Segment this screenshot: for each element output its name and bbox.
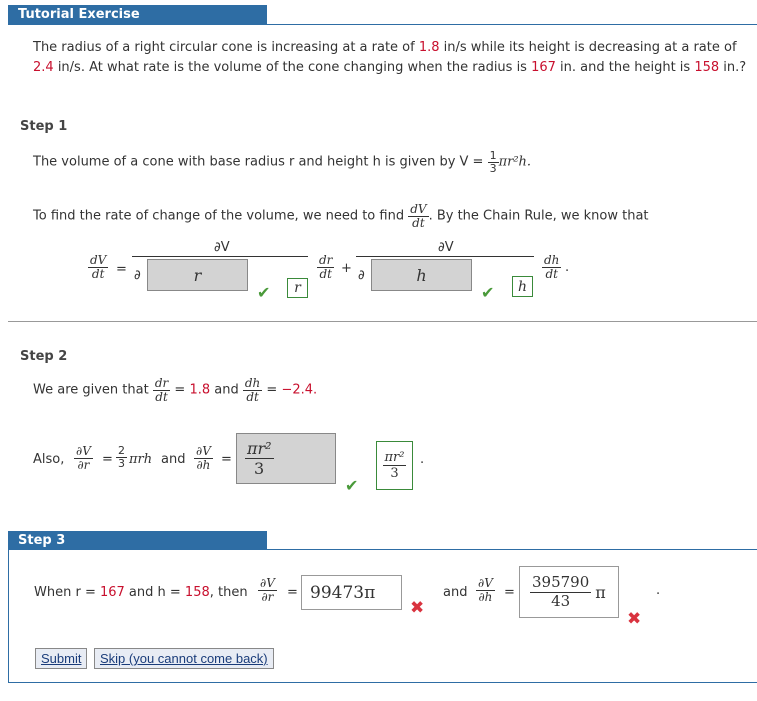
- equals-sign: =: [221, 452, 232, 467]
- equals-sign: =: [287, 585, 298, 600]
- two-thirds: $\frac{2}{3}$: [118, 444, 125, 470]
- answer-box-dVdh[interactable]: [236, 433, 336, 484]
- step-1-label: Step 1: [20, 119, 68, 134]
- plus-sign: +: [341, 261, 352, 276]
- step-3-label: Step 3: [8, 531, 267, 550]
- rate-h-value: 2.4: [33, 60, 54, 75]
- equals-sign: =: [102, 452, 113, 467]
- period: .: [565, 260, 570, 275]
- dh-dt-fraction: $\frac{dh}{dt}$: [544, 253, 560, 281]
- dV-dh-fraction: $\frac{\partial V}{\partial h}$: [196, 444, 211, 472]
- problem-line-1: The radius of a right circular cone is increasing at a rate of 1.8 in/s while its height is decreasing at a rate of: [33, 40, 737, 55]
- and-label: and: [161, 452, 186, 467]
- pi-symbol: π: [595, 582, 606, 602]
- tutorial-exercise-header: Tutorial Exercise: [8, 5, 267, 25]
- volume-sentence: The volume of a cone with base radius r and height h is given by V = $\frac{1}{3}$ πr²h.: [33, 149, 532, 175]
- rate-sentence: To find the rate of change of the volume, we need to find $\frac{dV}{dt}$ . By the Chain Rule, we know that: [33, 202, 649, 230]
- period: .: [656, 583, 661, 598]
- dV-dr-fraction: $\frac{\partial V}{\partial r}$: [260, 576, 275, 604]
- dr-dt-fraction: $\frac{dr}{dt}$: [319, 253, 333, 281]
- dVdh-numerator: 395790: [532, 573, 590, 592]
- partial-symbol-2: ∂: [358, 268, 365, 283]
- dV-dh-fraction: $\frac{\partial V}{\partial h}$: [478, 576, 493, 604]
- header-rule: [8, 24, 757, 25]
- drdt-value: 1.8: [189, 382, 211, 398]
- answer-box-r[interactable]: r: [147, 259, 248, 291]
- r-value: 167: [99, 585, 125, 600]
- dVdr-expression: πrh: [129, 452, 153, 467]
- equals-sign: =: [116, 262, 127, 277]
- dVdr-input[interactable]: 99473π: [301, 575, 402, 610]
- given-sentence: We are given that $\frac{dr}{dt}$ = 1.8 and $\frac{dh}{dt}$ = −2.4.: [33, 376, 318, 404]
- correct-answer-h: h: [512, 276, 533, 297]
- partial-V-top-2: ∂V: [438, 240, 454, 255]
- dVdh-denominator: 43: [551, 591, 571, 610]
- when-sentence: When r = 167 and h = 158, then: [34, 585, 248, 600]
- skip-button[interactable]: Skip (you cannot come back): [94, 648, 274, 669]
- period: .: [420, 452, 425, 467]
- correct-numerator: πr²: [384, 450, 405, 465]
- check-icon: ✔: [257, 283, 271, 302]
- submit-button[interactable]: Submit: [35, 648, 87, 669]
- also-label: Also,: [33, 452, 65, 467]
- rate-r-value: 1.8: [418, 40, 440, 55]
- correct-denominator: 3: [390, 466, 399, 481]
- equals-sign: =: [504, 585, 515, 600]
- step-2-label: Step 2: [20, 349, 68, 364]
- partial-symbol-1: ∂: [134, 268, 141, 283]
- cross-icon: ✖: [627, 609, 642, 629]
- step-1-divider: [8, 321, 757, 322]
- answer-box-h[interactable]: h: [371, 259, 472, 291]
- partial-V-top-1: ∂V: [214, 240, 230, 255]
- fraction-line-2: [356, 256, 534, 257]
- dhdt-value: −2.4.: [281, 382, 318, 398]
- dV-dt-fraction: $\frac{dV}{dt}$: [90, 253, 107, 281]
- radius-value: 167: [531, 60, 556, 75]
- cross-icon: ✖: [410, 598, 425, 618]
- answer-denominator: 3: [254, 459, 265, 478]
- and-label: and: [443, 585, 468, 600]
- check-icon: ✔: [481, 283, 495, 302]
- answer-numerator: πr²: [247, 439, 272, 458]
- correct-answer-dVdh: [376, 441, 413, 490]
- h-value: 158: [184, 585, 210, 600]
- problem-line-2: 2.4 in/s. At what rate is the volume of the cone changing when the radius is 167 in. and the height is 158 in.?: [33, 60, 747, 75]
- correct-answer-r: r: [287, 278, 308, 298]
- height-value: 158: [694, 60, 720, 75]
- dV-dr-fraction: $\frac{\partial V}{\partial r}$: [76, 444, 91, 472]
- check-icon: ✔: [345, 476, 359, 495]
- dVdh-input[interactable]: [519, 566, 619, 618]
- fraction-line-1: [132, 256, 308, 257]
